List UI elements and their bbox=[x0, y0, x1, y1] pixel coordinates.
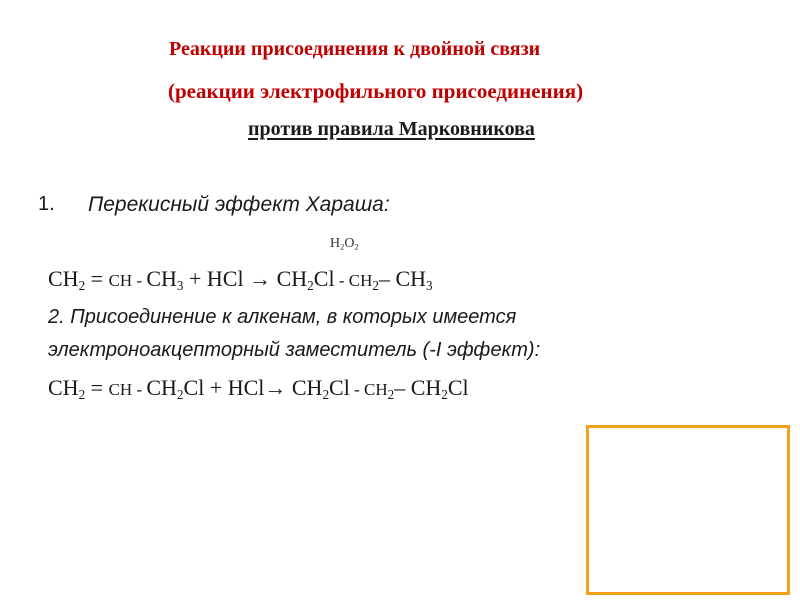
item-1-number: 1. bbox=[38, 193, 55, 215]
item-1-text: Перекисный эффект Хараша: bbox=[88, 193, 390, 216]
title-line-2: (реакции электрофильного присоединения) bbox=[168, 79, 584, 103]
equation-2: $CH_2$ = CH - $CH_2Cl + HCl\to CH_2Cl - CH_2-$ $CH_2Cl$ bbox=[48, 375, 469, 402]
item-2-line-1: 2. Присоединение к алкенам, в которых имеется bbox=[48, 306, 517, 328]
title-line-3: против правила Марковникова bbox=[248, 118, 535, 140]
equation-1: $CH_2$ = CH - $CH_3$ + HCl → $CH_2Cl - CH_2-$ $CH_3$ bbox=[48, 266, 433, 293]
item-2-line-2: электроноакцепторный заместитель (-I эффект): bbox=[48, 339, 541, 361]
empty-frame bbox=[586, 425, 790, 595]
catalyst-label: $H_2O_2$ bbox=[330, 236, 359, 252]
title-line-1: Реакции присоединения к двойной связи bbox=[169, 38, 541, 60]
